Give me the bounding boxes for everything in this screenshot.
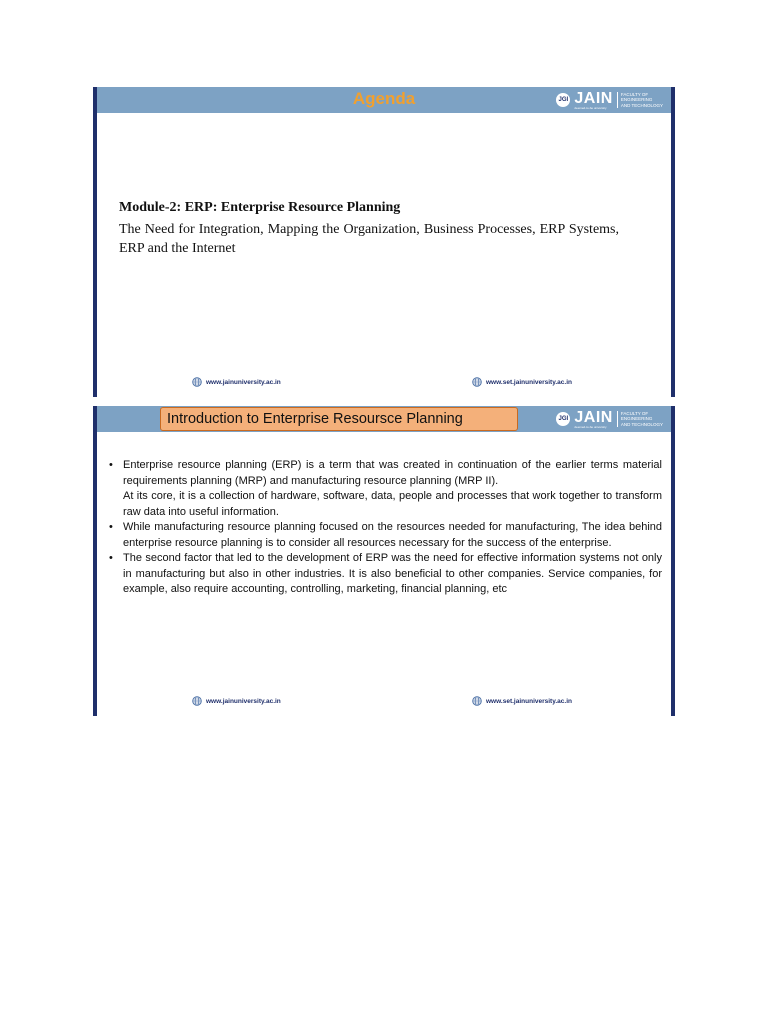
jain-logo xyxy=(556,90,663,110)
footer-url: www.jainuniversity.ac.in xyxy=(206,378,281,386)
jgi-badge: JGI xyxy=(556,412,570,426)
jain-tagline: deemed-to-be university xyxy=(574,105,607,110)
jain-wordmark: JAIN xyxy=(574,89,613,107)
faculty-line: ENGINEERING xyxy=(620,416,653,422)
slide-header xyxy=(97,406,671,432)
module-block xyxy=(119,200,619,258)
jain-tagline: deemed-to-be university xyxy=(574,424,607,429)
jain-wordmark: JAIN xyxy=(574,408,613,426)
slide-footer xyxy=(97,696,671,708)
slide-introduction xyxy=(93,406,675,716)
bullet-list xyxy=(107,458,662,598)
footer-url: www.set.jainuniversity.ac.in xyxy=(486,697,572,705)
faculty-line: AND TECHNOLOGY xyxy=(620,421,663,427)
faculty-line: FACULTY OF xyxy=(620,411,649,417)
faculty-line: FACULTY OF xyxy=(620,92,649,98)
globe-icon xyxy=(472,696,482,706)
globe-icon xyxy=(472,377,482,387)
bullet-item: • Enterprise resource planning (ERP) is a term that was created in continuation of the earlier terms material requirements planning (MRP) and manufacturing resource planning (MRP II). xyxy=(107,458,662,489)
slide-title: Agenda xyxy=(352,89,416,108)
footer-link-university[interactable] xyxy=(192,696,281,706)
faculty-label xyxy=(617,92,663,108)
module-description: The Need for Integration, Mapping the Organization, Business Processes, ERP Systems, ERP and the Internet xyxy=(119,222,619,256)
faculty-line: AND TECHNOLOGY xyxy=(620,102,663,108)
bullet-continuation: At its core, it is a collection of hardware, software, data, people and processes that work together to transform raw data into useful information. xyxy=(123,490,662,518)
footer-link-university[interactable] xyxy=(192,377,281,387)
jgi-badge: JGI xyxy=(556,93,570,107)
faculty-label xyxy=(617,411,663,427)
footer-url: www.jainuniversity.ac.in xyxy=(206,697,281,705)
module-title: Module-2: ERP: Enterprise Resource Planning xyxy=(119,200,401,215)
slide-footer xyxy=(97,377,671,389)
slide-title: Introduction to Enterprise Resoursce Planning xyxy=(160,407,518,431)
bullet-item: • The second factor that led to the development of ERP was the need for effective information systems not only in manufacturing but also in other industries. It is also beneficial to other companies. Service companies, for example, also require accounting, controlling, marketing, financial planning, etc xyxy=(107,551,662,598)
footer-link-set[interactable] xyxy=(472,696,572,706)
slide-header xyxy=(97,87,671,113)
footer-url: www.set.jainuniversity.ac.in xyxy=(486,378,572,386)
globe-icon xyxy=(192,377,202,387)
slide-agenda xyxy=(93,87,675,397)
footer-link-set[interactable] xyxy=(472,377,572,387)
bullet-item: • While manufacturing resource planning focused on the resources needed for manufacturing, The idea behind enterprise resource planning is to consider all resources necessary for the success of the enterprise. xyxy=(107,520,662,551)
globe-icon xyxy=(192,696,202,706)
jain-logo xyxy=(556,409,663,429)
faculty-line: ENGINEERING xyxy=(620,97,653,103)
